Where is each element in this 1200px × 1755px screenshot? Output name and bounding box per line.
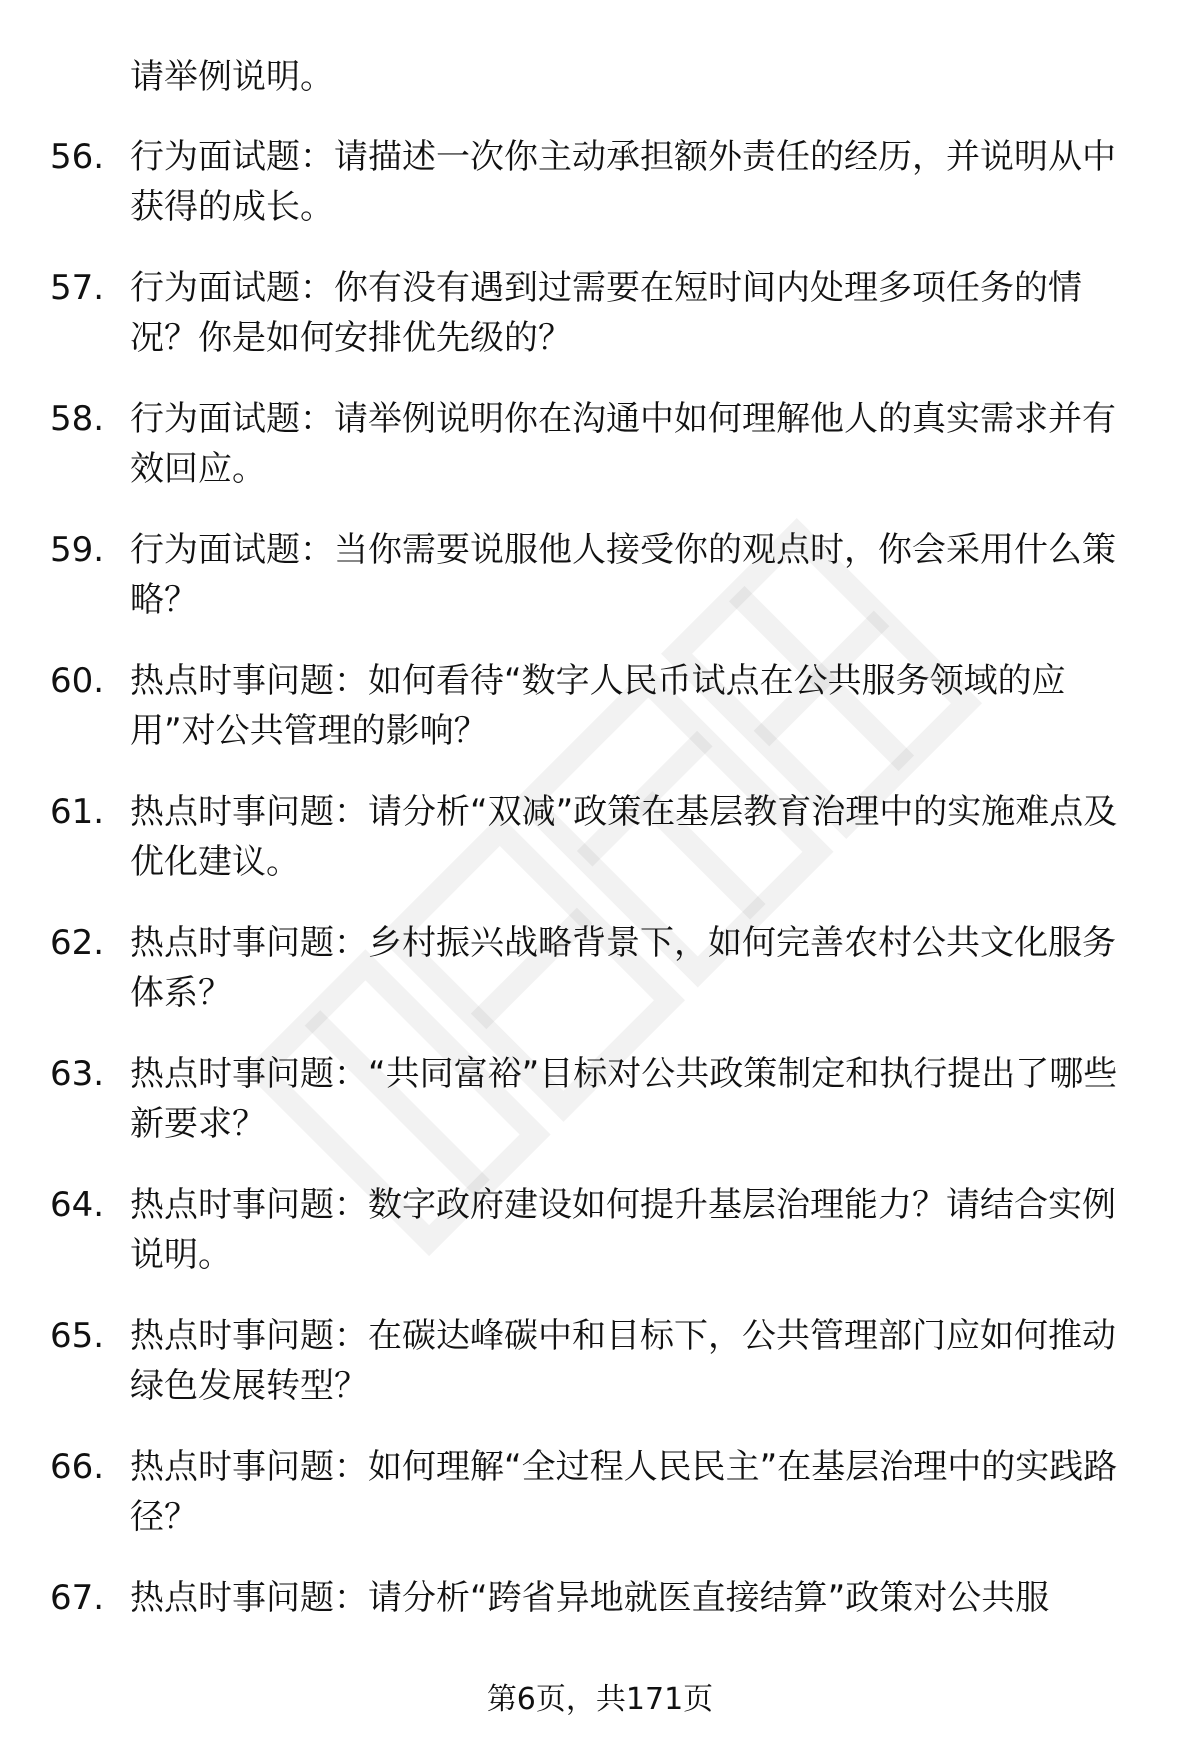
item-text: 热点时事问题：在碳达峰碳中和目标下，公共管理部门应如何推动绿色发展转型？: [130, 1316, 1116, 1406]
list-item: [50, 394, 1150, 494]
list-item: [50, 263, 1150, 363]
item-text: 行为面试题：当你需要说服他人接受你的观点时，你会采用什么策略？: [130, 530, 1116, 620]
item-text: 行为面试题：请描述一次你主动承担额外责任的经历，并说明从中获得的成长。: [130, 137, 1116, 227]
list-item: [50, 1573, 1150, 1623]
item-number: 62.: [50, 923, 105, 963]
item-number: 60.: [50, 661, 105, 701]
item-number: 64.: [50, 1185, 105, 1225]
list-item: [50, 132, 1150, 232]
item-text: 热点时事问题：数字政府建设如何提升基层治理能力？请结合实例说明。: [130, 1185, 1116, 1275]
list-item: [50, 525, 1150, 625]
item-number: 65.: [50, 1316, 105, 1356]
list-item: [50, 1442, 1150, 1542]
item-text: 热点时事问题：如何理解“全过程人民民主”在基层治理中的实践路径？: [130, 1447, 1118, 1537]
continuation-text: 请举例说明。: [130, 57, 334, 97]
list-item: [50, 787, 1150, 887]
item-text: 热点时事问题：“共同富裕”目标对公共政策制定和执行提出了哪些新要求？: [130, 1054, 1118, 1144]
list-item: [50, 1049, 1150, 1149]
item-text: 行为面试题：你有没有遇到过需要在短时间内处理多项任务的情况？你是如何安排优先级的？: [130, 268, 1082, 358]
item-text: 热点时事问题：如何看待“数字人民币试点在公共服务领域的应用”对公共管理的影响？: [130, 661, 1066, 751]
item-text: 热点时事问题：乡村振兴战略背景下，如何完善农村公共文化服务体系？: [130, 923, 1116, 1013]
item-number: 66.: [50, 1447, 105, 1487]
item-number: 63.: [50, 1054, 105, 1094]
item-text: 热点时事问题：请分析“双减”政策在基层教育治理中的实施难点及优化建议。: [130, 792, 1118, 882]
item-number: 57.: [50, 268, 105, 308]
page-footer: 第6页，共171页: [486, 1682, 714, 1717]
item-text: 热点时事问题：请分析“跨省异地就医直接结算”政策对公共服: [130, 1578, 1050, 1618]
list-item: [50, 1180, 1150, 1280]
list-item: [50, 1311, 1150, 1411]
list-item: [50, 656, 1150, 756]
item-number: 58.: [50, 399, 105, 439]
item-number: 67.: [50, 1578, 105, 1618]
question-list: [50, 52, 1150, 1654]
item-number: 61.: [50, 792, 105, 832]
item-number: 56.: [50, 137, 105, 177]
item-text: 行为面试题：请举例说明你在沟通中如何理解他人的真实需求并有效回应。: [130, 399, 1116, 489]
list-item: [50, 918, 1150, 1018]
item-number: 59.: [50, 530, 105, 570]
